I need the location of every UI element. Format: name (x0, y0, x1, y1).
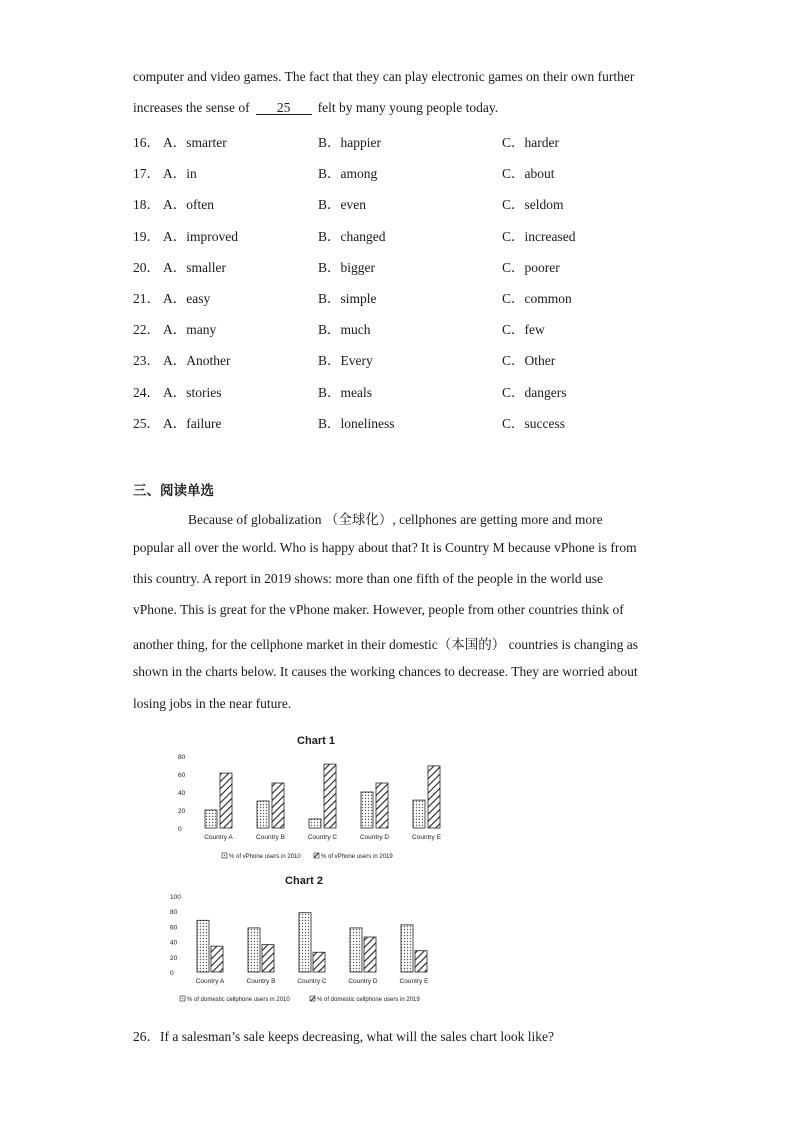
y-tick-label: 100 (170, 894, 181, 901)
y-tick-label: 80 (178, 754, 186, 761)
x-category-label: Country B (256, 834, 285, 841)
y-tick-label: 20 (178, 808, 186, 815)
passage-line: another thing, for the cellphone market in their domestic（本国的） countries is changing as (133, 637, 638, 652)
legend-swatch (314, 853, 319, 858)
option-b[interactable]: B．happier (318, 135, 381, 150)
option-a[interactable]: A．smarter (163, 135, 227, 150)
passage-line: vPhone. This is great for the vPhone maker. However, people from other countries think of (133, 602, 624, 617)
bar-series2 (272, 783, 284, 828)
y-tick-label: 20 (170, 954, 178, 962)
question-number: 16． (133, 135, 160, 150)
bar-series2 (211, 946, 223, 972)
x-category-label: Country C (297, 978, 327, 985)
passage-text: felt by many young people today. (317, 100, 499, 115)
y-tick-label: 60 (178, 772, 186, 779)
option-a[interactable]: A．failure (163, 416, 222, 431)
option-b[interactable]: B．loneliness (318, 416, 395, 431)
section-title: 三、阅读单选 (133, 483, 214, 499)
question-row (133, 256, 693, 274)
bar-series1 (413, 800, 425, 828)
chart-title: Chart 1 (297, 735, 335, 747)
bar-series2 (415, 951, 427, 972)
bar-series1 (257, 801, 269, 828)
chart-2 (160, 868, 460, 1008)
option-c[interactable]: C．poorer (502, 260, 560, 275)
blank-25: 25 (256, 101, 312, 115)
question-row (133, 349, 693, 367)
bar-series2 (428, 766, 440, 828)
option-b[interactable]: B．Every (318, 353, 373, 368)
option-b[interactable]: B．much (318, 322, 371, 337)
passage-line-with-blank (133, 100, 498, 116)
option-a[interactable]: A．in (163, 166, 197, 181)
question-row (133, 131, 693, 149)
y-tick-label: 40 (170, 939, 178, 947)
option-a[interactable]: A．easy (163, 291, 211, 306)
passage-line: this country. A report in 2019 shows: more than one fifth of the people in the world use (133, 571, 604, 586)
option-b[interactable]: B．even (318, 197, 366, 212)
passage-line: popular all over the world. Who is happy about that? It is Country M because vPhone is from (133, 540, 637, 555)
option-a[interactable]: A．improved (163, 229, 238, 244)
legend-label: % of vPhone users in 2019 (321, 854, 393, 860)
bar-series2 (364, 937, 376, 972)
x-category-label: Country E (399, 978, 429, 985)
option-b[interactable]: B．changed (318, 229, 386, 244)
question-number: 24． (133, 385, 160, 400)
legend-label: % of domestic cellphone users in 2010 (187, 997, 290, 1003)
option-c[interactable]: C．common (502, 291, 572, 306)
bar-series1 (361, 792, 373, 828)
option-b[interactable]: B．among (318, 166, 378, 181)
passage-line: computer and video games. The fact that they can play electronic games on their own further (133, 69, 635, 84)
option-b[interactable]: B．bigger (318, 260, 375, 275)
legend-swatch (222, 853, 227, 858)
passage-line: shown in the charts below. It causes the working chances to decrease. They are worried about (133, 664, 638, 679)
question-number: 17． (133, 166, 160, 181)
option-c[interactable]: C．Other (502, 353, 556, 368)
question-row (133, 287, 693, 305)
bar-series2 (220, 773, 232, 828)
option-c[interactable]: C．harder (502, 135, 559, 150)
question-row (133, 412, 693, 430)
option-a[interactable]: A．smaller (163, 260, 226, 275)
question-number: 25． (133, 416, 160, 431)
option-a[interactable]: A．often (163, 197, 214, 212)
option-a[interactable]: A．Another (163, 353, 231, 368)
bar-series1 (309, 819, 321, 828)
option-a[interactable]: A．many (163, 322, 217, 337)
legend-label: % of vPhone users in 2010 (229, 854, 301, 860)
question-row (133, 318, 693, 336)
option-c[interactable]: C．success (502, 416, 565, 431)
bar-series1 (205, 810, 217, 828)
question-number: 18． (133, 197, 160, 212)
question-row (133, 225, 693, 243)
chart-1 (160, 728, 460, 868)
x-category-label: Country D (359, 834, 390, 841)
bar-series2 (376, 783, 388, 828)
bar-series1 (350, 928, 362, 972)
x-category-label: Country A (204, 834, 233, 841)
option-c[interactable]: C．few (502, 322, 545, 337)
passage-line: losing jobs in the near future. (133, 696, 292, 711)
y-tick-label: 60 (170, 924, 178, 932)
y-tick-label: 80 (170, 909, 178, 917)
bar-series1 (401, 925, 413, 972)
passage-text: increases the sense of (133, 100, 250, 115)
question-number: 23． (133, 353, 160, 368)
option-c[interactable]: C．about (502, 166, 555, 181)
x-category-label: Country B (246, 978, 276, 985)
x-category-label: Country A (195, 978, 225, 985)
option-a[interactable]: A．stories (163, 385, 222, 400)
x-category-label: Country E (412, 834, 441, 841)
y-tick-label: 0 (170, 970, 174, 977)
y-tick-label: 40 (178, 790, 186, 797)
bar-series1 (299, 913, 311, 972)
bar-series2 (313, 952, 325, 972)
option-b[interactable]: B．meals (318, 385, 372, 400)
question-row (133, 193, 693, 211)
x-category-label: Country C (307, 834, 338, 841)
legend-swatch (180, 996, 185, 1001)
question-number: 22． (133, 322, 160, 337)
chart-title: Chart 2 (285, 875, 323, 887)
bar-series2 (324, 764, 336, 828)
option-c[interactable]: C．seldom (502, 197, 564, 212)
bar-series1 (197, 920, 209, 972)
legend-swatch (310, 996, 315, 1001)
question-26: 26．If a salesman’s sale keeps decreasing, what will the sales chart look like? (133, 1029, 554, 1044)
question-row (133, 381, 693, 399)
question-number: 19． (133, 229, 160, 244)
bar-series1 (248, 928, 260, 972)
legend-label: % of domestic cellphone users in 2019 (317, 997, 420, 1003)
x-category-label: Country D (348, 978, 378, 985)
y-tick-label: 0 (178, 826, 182, 833)
question-number: 20． (133, 260, 160, 275)
option-c[interactable]: C．dangers (502, 385, 567, 400)
bar-series2 (262, 945, 274, 972)
question-number: 21． (133, 291, 160, 306)
option-c[interactable]: C．increased (502, 229, 576, 244)
passage-line: Because of globalization （全球化）, cellphones are getting more and more (188, 512, 603, 527)
question-row (133, 162, 693, 180)
option-b[interactable]: B．simple (318, 291, 377, 306)
